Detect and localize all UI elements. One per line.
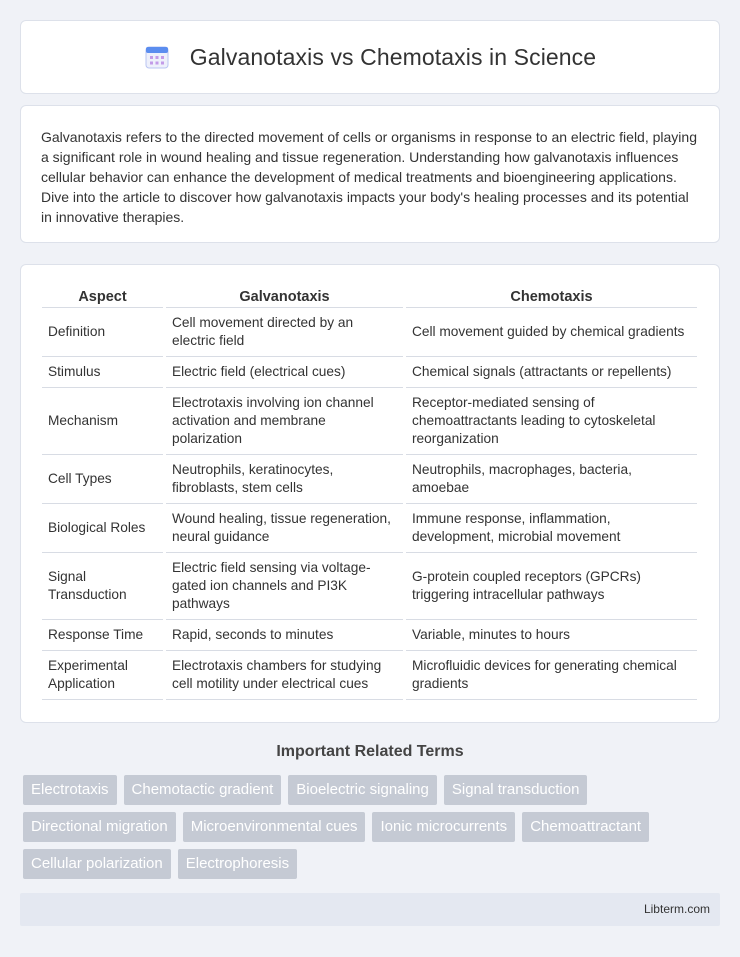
column-header-aspect: Aspect	[42, 285, 163, 308]
footer	[20, 893, 720, 926]
row-galvanotaxis: Wound healing, tissue regeneration, neural guidance	[166, 504, 403, 553]
related-term-tag[interactable]: Electrophoresis	[178, 849, 297, 879]
table-row	[42, 357, 697, 388]
row-aspect: Experimental Application	[42, 651, 163, 700]
row-galvanotaxis: Electrotaxis involving ion channel activation and membrane polarization	[166, 388, 403, 455]
comparison-table	[39, 285, 700, 700]
related-term-tag[interactable]: Cellular polarization	[23, 849, 171, 879]
related-term-tag[interactable]: Bioelectric signaling	[288, 775, 437, 805]
related-terms-title: Important Related Terms	[276, 743, 464, 760]
header-card	[20, 20, 720, 94]
table-row	[42, 388, 697, 455]
calendar-icon	[144, 44, 170, 70]
row-aspect: Mechanism	[42, 388, 163, 455]
row-aspect: Biological Roles	[42, 504, 163, 553]
related-terms-list	[23, 775, 723, 879]
row-aspect: Response Time	[42, 620, 163, 651]
related-term-tag[interactable]: Signal transduction	[444, 775, 588, 805]
row-galvanotaxis: Electrotaxis chambers for studying cell motility under electrical cues	[166, 651, 403, 700]
table-header-row	[42, 285, 697, 308]
related-term-tag[interactable]: Chemoattractant	[522, 812, 649, 842]
row-aspect: Signal Transduction	[42, 553, 163, 620]
related-term-tag[interactable]: Microenvironmental cues	[183, 812, 366, 842]
row-chemotaxis: G-protein coupled receptors (GPCRs) triggering intracellular pathways	[406, 553, 697, 620]
row-chemotaxis: Cell movement guided by chemical gradients	[406, 308, 697, 357]
header	[144, 44, 596, 71]
row-aspect: Stimulus	[42, 357, 163, 388]
row-chemotaxis: Variable, minutes to hours	[406, 620, 697, 651]
related-term-tag[interactable]: Chemotactic gradient	[124, 775, 282, 805]
table-row	[42, 553, 697, 620]
table-row	[42, 651, 697, 700]
related-term-tag[interactable]: Ionic microcurrents	[372, 812, 515, 842]
table-row	[42, 308, 697, 357]
row-aspect: Cell Types	[42, 455, 163, 504]
row-chemotaxis: Neutrophils, macrophages, bacteria, amoebae	[406, 455, 697, 504]
comparison-table-card	[20, 264, 720, 723]
row-aspect: Definition	[42, 308, 163, 357]
column-header-galvanotaxis: Galvanotaxis	[166, 285, 403, 308]
page-title: Galvanotaxis vs Chemotaxis in Science	[189, 43, 597, 70]
related-term-tag[interactable]: Electrotaxis	[23, 775, 117, 805]
column-header-chemotaxis: Chemotaxis	[406, 285, 697, 308]
intro-card	[20, 105, 720, 243]
row-galvanotaxis: Cell movement directed by an electric field	[166, 308, 403, 357]
footer-site-link[interactable]: Libterm.com	[643, 902, 710, 916]
related-term-tag[interactable]: Directional migration	[23, 812, 176, 842]
table-row	[42, 620, 697, 651]
row-galvanotaxis: Electric field (electrical cues)	[166, 357, 403, 388]
row-chemotaxis: Receptor-mediated sensing of chemoattractants leading to cytoskeletal reorganization	[406, 388, 697, 455]
table-row	[42, 504, 697, 553]
row-galvanotaxis: Neutrophils, keratinocytes, fibroblasts, stem cells	[166, 455, 403, 504]
intro-paragraph: Galvanotaxis refers to the directed movement of cells or organisms in response to an electric field, playing a significant role in wound healing and tissue regeneration. Understanding how galvanotaxis influences cellular behavior can enhance the development of medical treatments and bioengineering applications. Dive into the article to discover how galvanotaxis impacts your body's healing processes and its potential in innovative therapies.	[41, 129, 697, 225]
row-galvanotaxis: Rapid, seconds to minutes	[166, 620, 403, 651]
row-chemotaxis: Chemical signals (attractants or repellents)	[406, 357, 697, 388]
row-chemotaxis: Microfluidic devices for generating chemical gradients	[406, 651, 697, 700]
table-row	[42, 455, 697, 504]
row-chemotaxis: Immune response, inflammation, development, microbial movement	[406, 504, 697, 553]
row-galvanotaxis: Electric field sensing via voltage-gated ion channels and PI3K pathways	[166, 553, 403, 620]
